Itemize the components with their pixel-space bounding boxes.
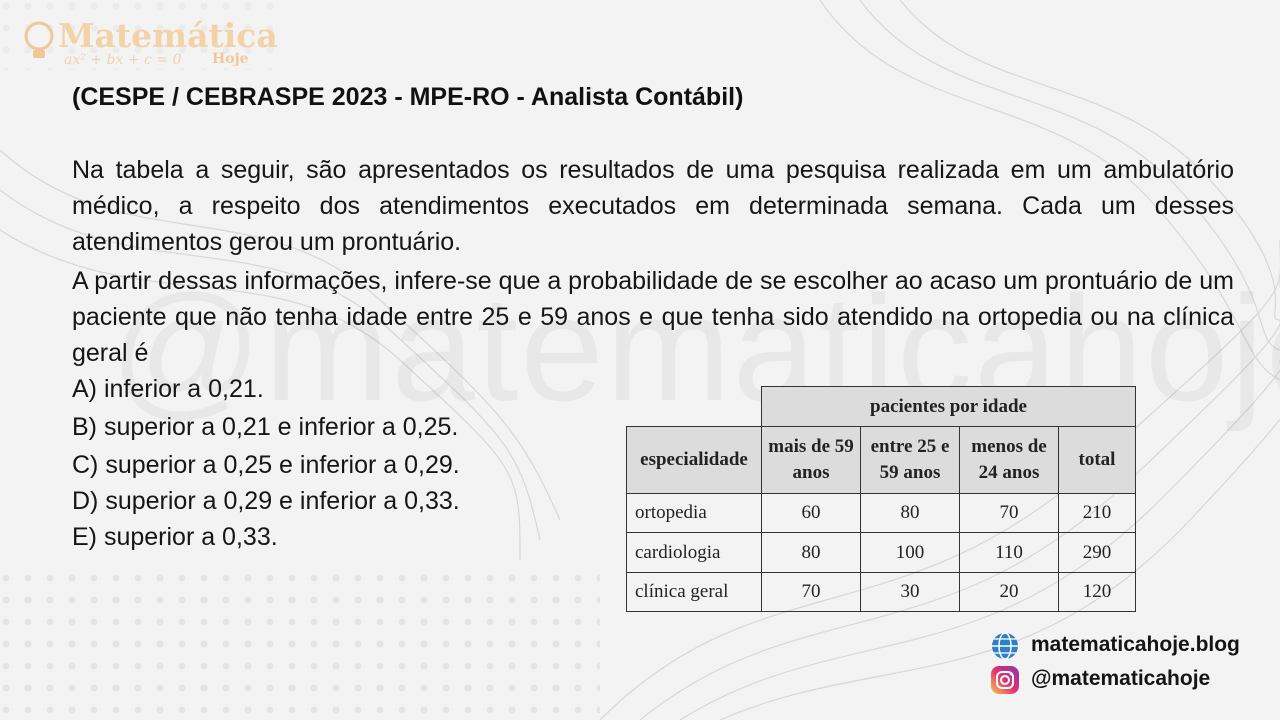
cell-entre-25-e-59: 80 <box>861 494 960 533</box>
cell-mais-de-59: 70 <box>762 573 861 612</box>
cell-especialidade: clínica geral <box>627 573 762 612</box>
logo-formula: ax² + bx + c = 0 <box>64 52 182 68</box>
question-paragraph-1: Na tabela a seguir, são apresentados os resultados de uma pesquisa realizada em um ambulatório médico, a respeito dos atendimentos executados em determinada semana. Cada um desses atendimentos gerou um prontuário. <box>72 156 1234 256</box>
lightbulb-icon <box>22 20 56 62</box>
header-entre-25-e-59: entre 25 e 59 anos <box>861 427 960 494</box>
table-empty-corner <box>627 387 762 427</box>
cell-total: 120 <box>1059 573 1136 612</box>
logo-hoje: Hoje <box>212 51 249 67</box>
header-mais-de-59: mais de 59 anos <box>762 427 861 494</box>
cell-mais-de-59: 60 <box>762 494 861 533</box>
patients-table <box>626 386 1136 612</box>
cell-total: 210 <box>1059 494 1136 533</box>
question-source-title: (CESPE / CEBRASPE 2023 - MPE-RO - Analista Contábil) <box>72 83 744 111</box>
cell-menos-de-24: 70 <box>960 494 1059 533</box>
globe-icon <box>990 631 1020 661</box>
header-total: total <box>1059 427 1136 494</box>
cell-menos-de-24: 110 <box>960 533 1059 573</box>
option-b: B) superior a 0,21 e inferior a 0,25. <box>72 413 459 441</box>
table-row <box>627 573 1136 612</box>
cell-total: 290 <box>1059 533 1136 573</box>
cell-especialidade: ortopedia <box>627 494 762 533</box>
table-row <box>627 533 1136 573</box>
instagram-handle[interactable]: @matematicahoje <box>1031 667 1211 690</box>
cell-entre-25-e-59: 100 <box>861 533 960 573</box>
table-group-header: pacientes por idade <box>762 387 1136 427</box>
logo-title: Matemática <box>58 16 278 55</box>
option-a: A) inferior a 0,21. <box>72 375 264 403</box>
option-e: E) superior a 0,33. <box>72 523 278 551</box>
cell-mais-de-59: 80 <box>762 533 861 573</box>
cell-especialidade: cardiologia <box>627 533 762 573</box>
question-paragraph-2: A partir dessas informações, infere-se que a probabilidade de se escolher ao acaso um prontuário de um paciente que não tenha idade entre 25 e 59 anos e que tenha sido atendido na ortopedia ou na clínica geral é <box>72 267 1234 367</box>
cell-menos-de-24: 20 <box>960 573 1059 612</box>
website-link[interactable]: matematicahoje.blog <box>1031 633 1240 656</box>
header-especialidade: especialidade <box>627 427 762 494</box>
header-menos-de-24: menos de 24 anos <box>960 427 1059 494</box>
table-row <box>627 494 1136 533</box>
instagram-icon <box>990 665 1020 695</box>
table-header-row <box>627 427 1136 494</box>
cell-entre-25-e-59: 30 <box>861 573 960 612</box>
option-c: C) superior a 0,25 e inferior a 0,29. <box>72 451 460 479</box>
logo <box>22 16 278 72</box>
option-d: D) superior a 0,29 e inferior a 0,33. <box>72 487 460 515</box>
